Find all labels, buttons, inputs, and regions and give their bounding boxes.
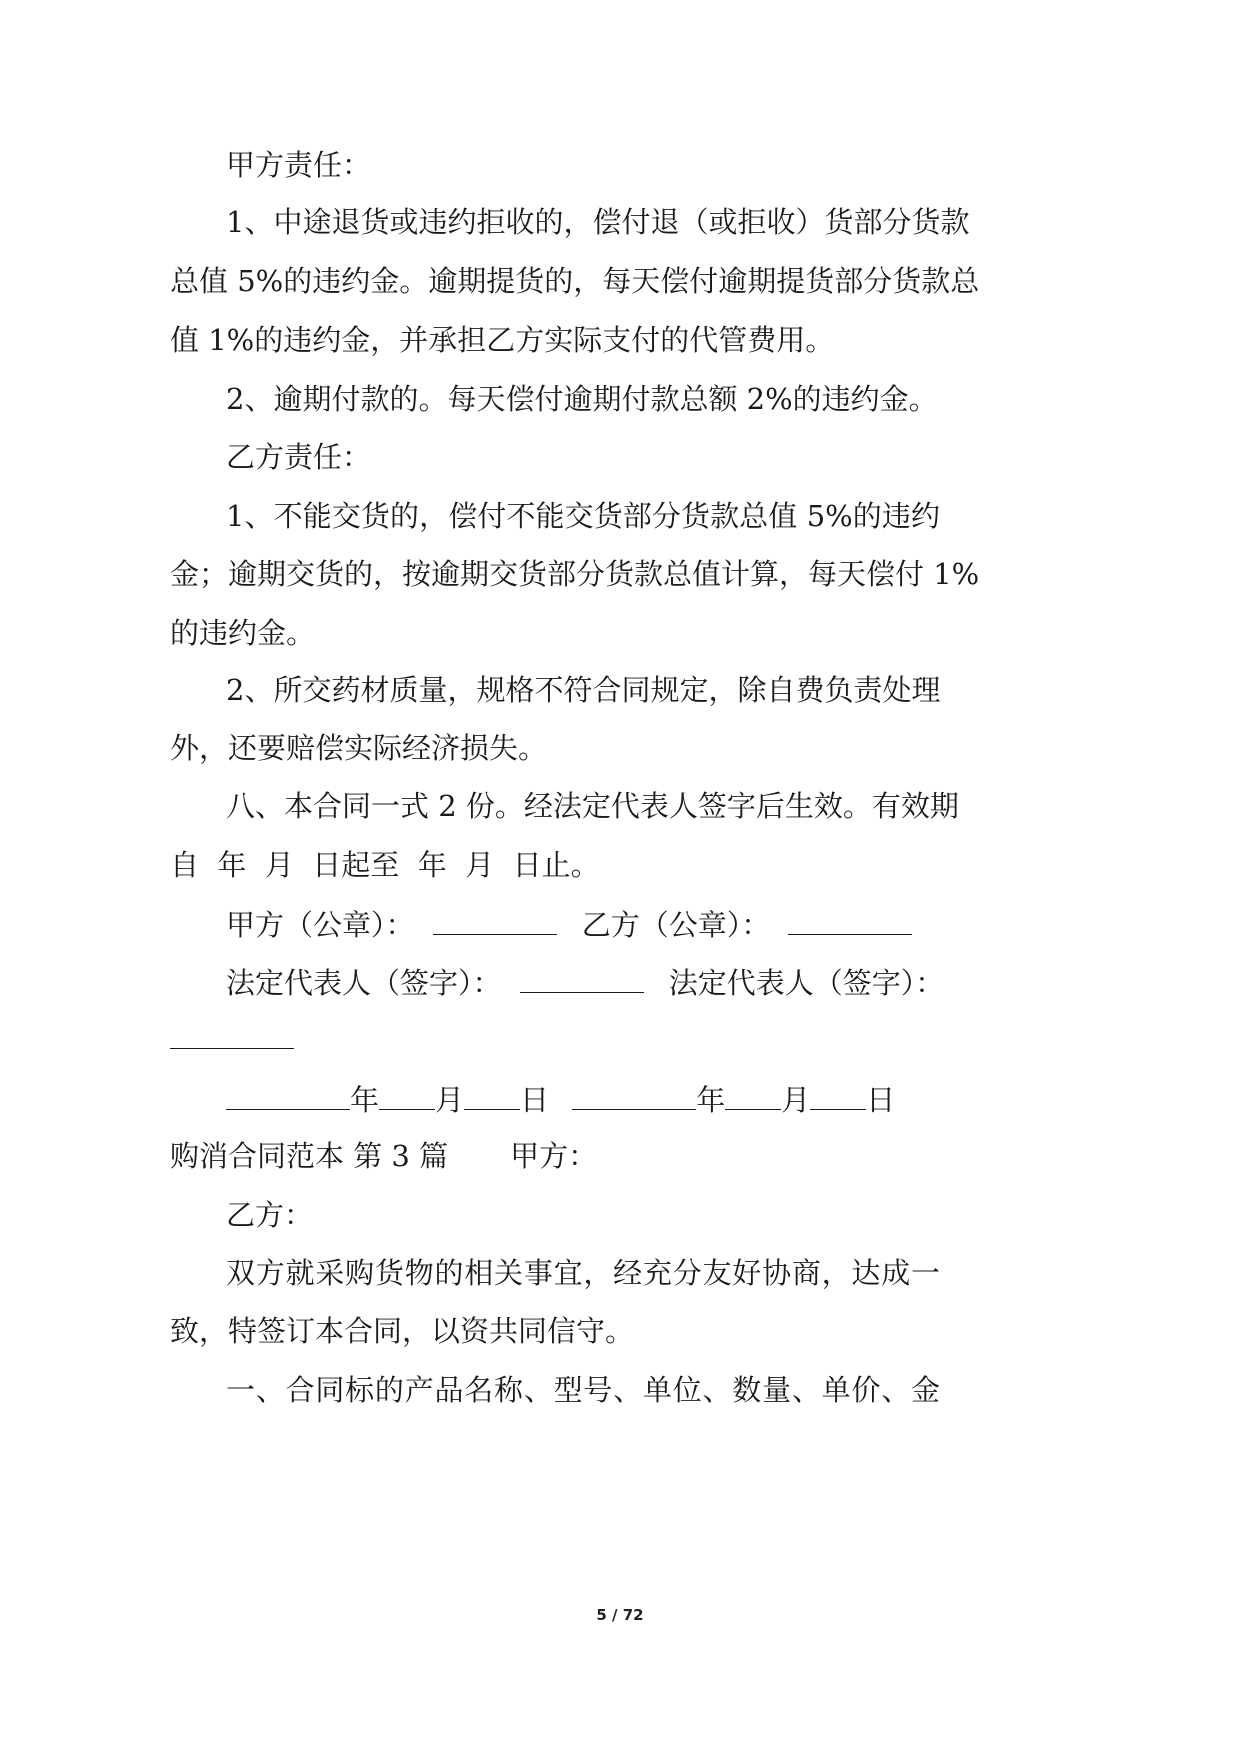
party-b-duties-heading: 乙方责任：	[226, 440, 372, 474]
seal-row	[226, 904, 912, 945]
party-b-label: 乙方：	[226, 1198, 314, 1232]
party-a-duties-heading: 甲方责任：	[226, 148, 372, 182]
party-a-label: 甲方：	[510, 1139, 598, 1173]
date-a-day: 日	[520, 1083, 550, 1117]
seal-a-label: 甲方（公章）：	[226, 908, 415, 942]
party-b-item1-line3: 的违约金。	[170, 616, 316, 650]
party-a-item1-line3: 值 1%的违约金，并承担乙方实际支付的代管费用。	[170, 323, 835, 357]
date-a-year-blank	[226, 1079, 350, 1110]
party-b-item1-line2: 金；逾期交货的，按逾期交货部分货款总值计算，每天偿付 1%	[170, 557, 980, 591]
date-b-day-blank	[810, 1079, 866, 1110]
date-b-day: 日	[866, 1083, 896, 1117]
date-a-month: 月	[435, 1083, 465, 1117]
party-a-item1-line1: 1、中途退货或违约拒收的，偿付退（或拒收）货部分货款	[226, 205, 970, 239]
seal-a-blank	[433, 904, 557, 935]
intro-line1: 双方就采购货物的相关事宜，经充分友好协商，达成一	[226, 1256, 940, 1290]
date-a-day-blank	[464, 1079, 520, 1110]
date-a-year: 年	[350, 1083, 380, 1117]
clause1-line1: 一、合同标的产品名称、型号、单位、数量、单价、金	[226, 1373, 940, 1407]
party-a-item1-line2: 总值 5%的违约金。逾期提货的，每天偿付逾期提货部分货款总	[170, 264, 980, 298]
page-indicator: 5 / 72	[596, 1606, 644, 1624]
party-b-item1-line1: 1、不能交货的，偿付不能交货部分货款总值 5%的违约	[226, 499, 940, 533]
party-b-item2-line2: 外，还要赔偿实际经济损失。	[170, 731, 548, 765]
rep-b-label: 法定代表人（签字）：	[668, 966, 945, 1000]
rep-b-blank	[170, 1018, 294, 1049]
clause8-line2: 自 年 月 日起至 年 月 日止。	[170, 848, 600, 882]
seal-b-label: 乙方（公章）：	[581, 908, 771, 942]
representative-row	[226, 962, 944, 1003]
party-a-item2: 2、逾期付款的。每天偿付逾期付款总额 2%的违约金。	[226, 382, 938, 416]
rep-a-blank	[520, 962, 644, 993]
party-b-item2-line1: 2、所交药材质量，规格不符合同规定，除自费负责处理	[226, 673, 941, 707]
intro-line2: 致，特签订本合同，以资共同信守。	[170, 1314, 635, 1348]
date-b-year: 年	[696, 1083, 726, 1117]
seal-b-blank	[788, 904, 912, 935]
date-b-month-blank	[725, 1079, 781, 1110]
date-a-month-blank	[379, 1079, 435, 1110]
date-b-year-blank	[572, 1079, 696, 1110]
date-row	[226, 1079, 895, 1120]
rep-a-label: 法定代表人（签字）：	[226, 966, 502, 1000]
rep-b-blank-row	[170, 1018, 294, 1059]
template-title: 购消合同范本 第 3 篇	[170, 1139, 449, 1173]
date-b-month: 月	[781, 1083, 811, 1117]
clause8-line1: 八、本合同一式 2 份。经法定代表人签字后生效。有效期	[226, 789, 959, 823]
template-title-row	[170, 1136, 597, 1176]
